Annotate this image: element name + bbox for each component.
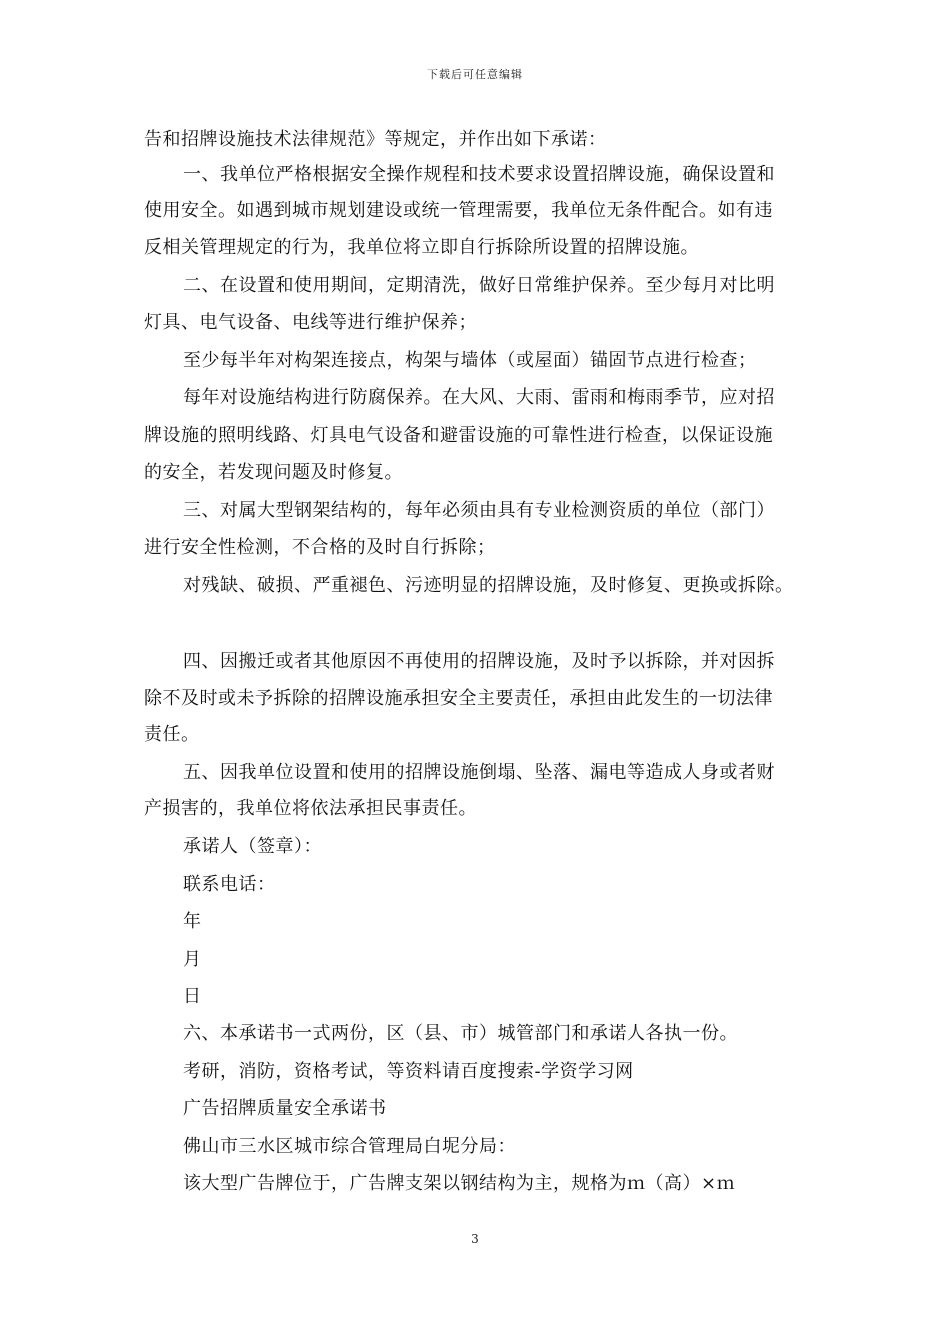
text-line: 五、因我单位设置和使用的招牌设施倒塌、坠落、漏电等造成人身或者财 [183,762,775,783]
text-line: 进行安全性检测，不合格的及时自行拆除； [144,537,496,558]
text-line: 承诺人（签章）： [183,836,322,857]
text-line: 的安全，若发现问题及时修复。 [144,462,403,483]
text-line: 对残缺、破损、严重褪色、污迹明显的招牌设施，及时修复、更换或拆除。 [183,575,794,596]
text-line: 三、对属大型钢架结构的，每年必须由具有专业检测资质的单位（部门） [183,500,775,521]
text-line: 每年对设施结构进行防腐保养。在大风、大雨、雷雨和梅雨季节，应对招 [183,387,775,408]
text-line: 告和招牌设施技术法律规范》等规定，并作出如下承诺： [144,129,607,150]
text-line: 一、我单位严格根据安全操作规程和技术要求设置招牌设施，确保设置和 [183,164,775,185]
text-line: 月 [183,949,202,970]
text-line: 至少每半年对构架连接点，构架与墙体（或屋面）锚固节点进行检查； [183,350,757,371]
text-line: 反相关管理规定的行为，我单位将立即自行拆除所设置的招牌设施。 [144,237,699,258]
text-line: 佛山市三水区城市综合管理局白坭分局： [183,1136,516,1157]
text-line: 该大型广告牌位于，广告牌支架以钢结构为主，规格为ｍ（高）×ｍ [183,1173,736,1194]
page-number: 3 [471,1232,479,1246]
text-line: 考研，消防，资格考试，等资料请百度搜索-学资学习网 [183,1061,634,1082]
text-line: 除不及时或未予拆除的招牌设施承担安全主要责任，承担由此发生的一切法律 [144,688,773,709]
text-line: 日 [183,986,202,1007]
text-line: 牌设施的照明线路、灯具电气设备和避雷设施的可靠性进行检查，以保证设施 [144,425,773,446]
text-line: 灯具、电气设备、电线等进行维护保养； [144,312,477,333]
text-line: 年 [183,911,202,932]
text-line: 联系电话： [183,874,276,895]
text-line: 责任。 [144,724,200,745]
text-line: 产损害的，我单位将依法承担民事责任。 [144,798,477,819]
text-line: 四、因搬迁或者其他原因不再使用的招牌设施，及时予以拆除，并对因拆 [183,651,775,672]
text-line: 六、本承诺书一式两份，区（县、市）城管部门和承诺人各执一份。 [183,1023,738,1044]
text-line: 二、在设置和使用期间，定期清洗，做好日常维护保养。至少每月对比明 [183,275,775,296]
text-line: 使用安全。如遇到城市规划建设或统一管理需要，我单位无条件配合。如有违 [144,200,773,221]
text-line: 广告招牌质量安全承诺书 [183,1098,387,1119]
page-header: 下载后可任意编辑 [427,68,523,81]
